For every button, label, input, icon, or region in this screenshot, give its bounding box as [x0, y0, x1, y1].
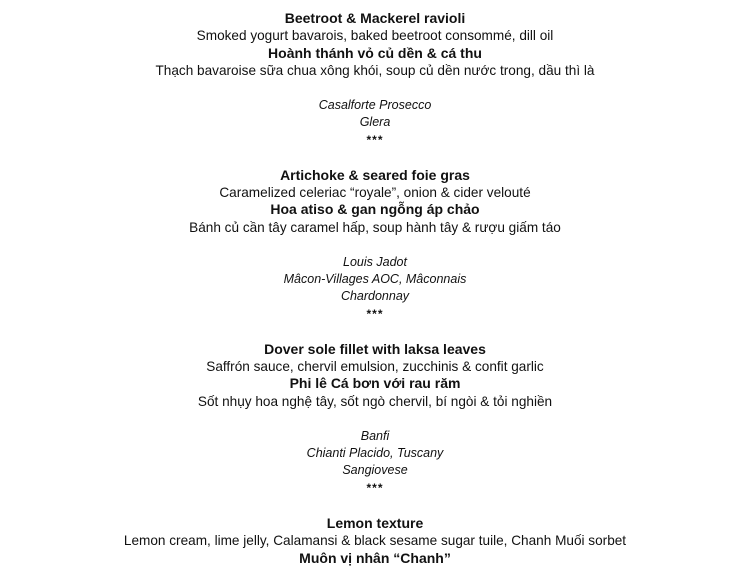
spacer — [0, 410, 750, 427]
course-description-en: Lemon cream, lime jelly, Calamansi & black sesame sugar tuile, Chanh Muối sorbet — [123, 533, 627, 549]
course-separator: *** — [366, 132, 384, 147]
course-title-vi: Hoa atiso & gan ngỗng áp chảo — [270, 201, 480, 218]
course-title-vi: Phi lê Cá bơn với rau răm — [289, 375, 461, 392]
spacer — [0, 80, 750, 97]
course-description-en: Saffrón sauce, chervil emulsion, zucchinis & confit garlic — [206, 359, 544, 375]
wine-grape: Glera — [359, 115, 391, 130]
course-4 — [0, 515, 750, 567]
wine-producer: Louis Jadot — [343, 254, 407, 269]
wine-appellation: Chianti Placido, Tuscany — [306, 446, 444, 461]
course-1 — [0, 10, 750, 167]
course-description-vi: Thạch bavaroise sữa chua xông khói, soup củ dền nước trong, dầu thì là — [155, 63, 595, 79]
wine-producer: Banfi — [360, 428, 390, 443]
spacer — [0, 323, 750, 340]
course-title-en: Beetroot & Mackerel ravioli — [284, 10, 466, 26]
tasting-menu — [0, 10, 750, 567]
course-description-vi: Bánh củ cần tây caramel hấp, soup hành tây & rượu giấm táo — [189, 219, 561, 235]
spacer — [0, 149, 750, 166]
course-separator: *** — [366, 480, 384, 495]
course-description-en: Smoked yogurt bavarois, baked beetroot consommé, dill oil — [196, 28, 554, 44]
course-3 — [0, 341, 750, 515]
spacer — [0, 497, 750, 514]
course-title-en: Artichoke & seared foie gras — [280, 166, 470, 183]
course-title-en: Lemon texture — [326, 514, 424, 531]
course-separator: *** — [366, 306, 384, 321]
course-description-vi: Sốt nhụy hoa nghệ tây, sốt ngò chervil, bí ngòi & tỏi nghiền — [197, 393, 553, 409]
course-title-vi: Hoành thánh vỏ củ dền & cá thu — [268, 44, 482, 61]
spacer — [0, 236, 750, 253]
course-2 — [0, 167, 750, 341]
course-description-en: Caramelized celeriac “royale”, onion & cider velouté — [219, 185, 531, 201]
course-title-vi: Muôn vị nhân “Chanh” — [299, 549, 451, 566]
wine-grape: Chardonnay — [340, 289, 410, 304]
wine-producer: Casalforte Prosecco — [318, 98, 432, 113]
wine-appellation: Mâcon-Villages AOC, Mâconnais — [283, 272, 467, 287]
wine-grape: Sangiovese — [342, 463, 408, 478]
course-title-en: Dover sole fillet with laksa leaves — [264, 340, 486, 357]
